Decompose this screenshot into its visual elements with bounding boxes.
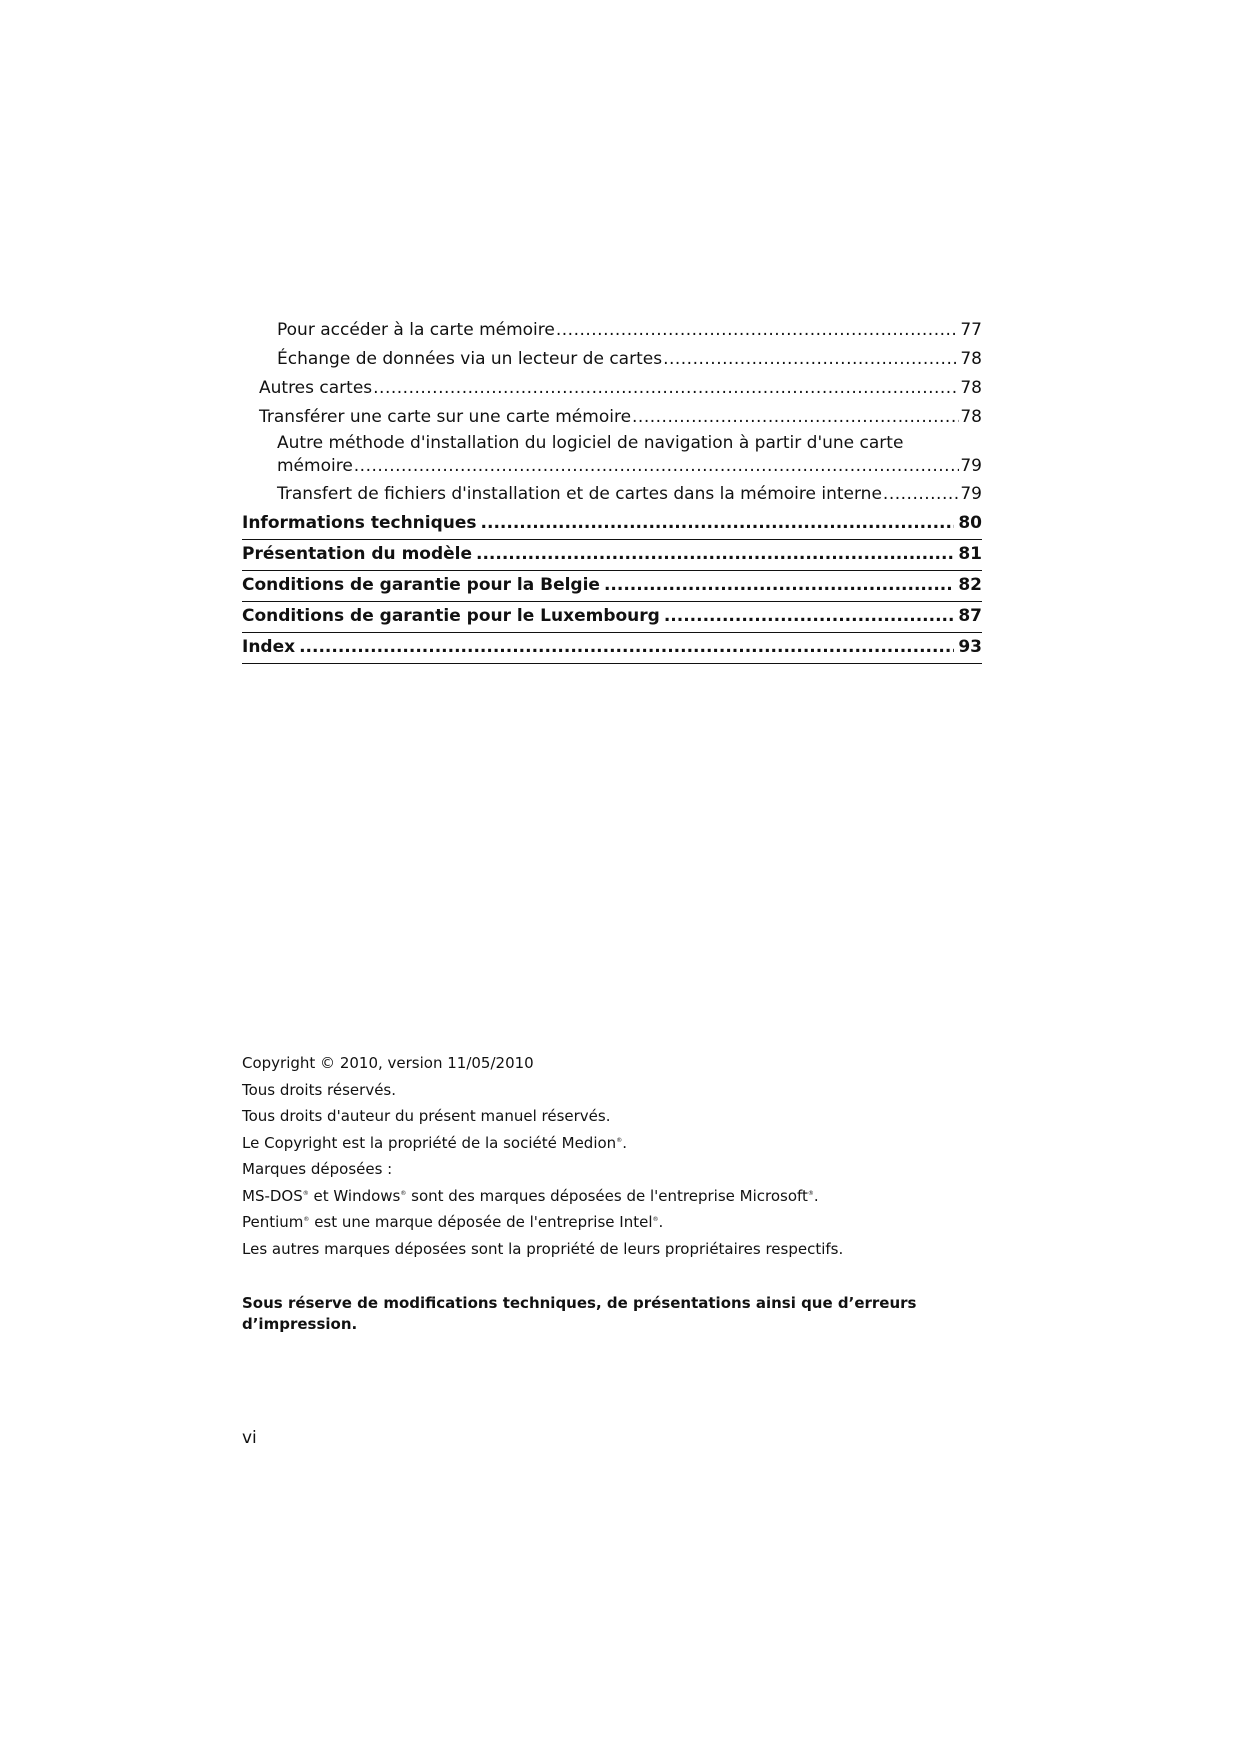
registered-mark: ®: [616, 1136, 623, 1144]
toc-leader-dots: [632, 403, 959, 432]
toc-entry-title: Transférer une carte sur une carte mémoire: [259, 407, 632, 427]
toc-chapter-page: 82: [958, 575, 982, 595]
toc-entry-autre-methode[interactable]: [242, 432, 982, 480]
toc-entry-title-line1: Autre méthode d'installation du logiciel de navigation à partir d'une carte: [277, 433, 904, 453]
toc-leader-dots: [664, 602, 955, 630]
toc-entry-page: 77: [960, 320, 982, 340]
period: .: [622, 1133, 627, 1152]
toc-chapter-title: Conditions de garantie pour le Luxembourg: [242, 606, 660, 626]
and-windows-text: et Windows: [308, 1186, 401, 1205]
toc-leader-dots: [354, 455, 960, 478]
author-rights-line: Tous droits d'auteur du présent manuel réservés.: [242, 1107, 611, 1125]
ms-trademark-text: sont des marques déposées de l'entreprise Microsoft: [406, 1186, 808, 1205]
intel-trademark-text: est une marque déposée de l'entreprise Intel: [309, 1213, 653, 1231]
other-trademarks-line: Les autres marques déposées sont la propriété de leurs propriétaires respectifs.: [242, 1239, 844, 1258]
toc-entry-title: Autres cartes: [259, 378, 373, 398]
rights-line: Tous droits réservés.: [242, 1080, 397, 1099]
toc-chapter-title: Informations techniques: [242, 513, 477, 533]
msdos-text: MS-DOS: [242, 1186, 303, 1205]
period: .: [658, 1213, 664, 1231]
toc-leader-dots: [481, 509, 955, 537]
page-number: vi: [242, 1428, 257, 1448]
toc-leader-dots: [476, 540, 954, 568]
toc-entry-title: Transfert de fichiers d'installation et de cartes dans la mémoire interne: [277, 484, 882, 504]
ownership-text: Le Copyright est la propriété de la société Medion: [242, 1133, 617, 1152]
toc-chapter-page: 87: [958, 606, 982, 626]
toc-chapter-title: Présentation du modèle: [242, 544, 473, 564]
toc-chapter-page: 80: [958, 513, 982, 533]
registered-mark: ®: [652, 1216, 659, 1223]
legal-notice: [242, 1050, 982, 1262]
toc-leader-dots: [883, 480, 959, 509]
toc-entry-second-line: [277, 455, 982, 480]
period: .: [813, 1186, 819, 1205]
toc-leader-dots: [663, 345, 959, 374]
toc-entry-autres-cartes[interactable]: [242, 374, 982, 403]
toc-leader-dots: [373, 374, 959, 403]
microsoft-trademarks-line: [242, 1183, 982, 1210]
toc-chapter-garantie-luxembourg[interactable]: [242, 602, 982, 633]
registered-mark: ®: [303, 1216, 310, 1223]
ownership-line: [242, 1130, 982, 1157]
toc-leader-dots: [556, 316, 960, 345]
copyright-line: Copyright © 2010, version 11/05/2010: [242, 1054, 534, 1072]
registered-mark: ®: [400, 1189, 407, 1197]
toc-entry-transfert-fichiers[interactable]: [242, 480, 982, 509]
toc-chapter-index[interactable]: [242, 633, 982, 664]
toc-entry-page: 78: [960, 407, 982, 427]
toc-chapter-page: 93: [958, 637, 982, 657]
toc-entry-pour-acceder[interactable]: [242, 316, 982, 345]
toc-entry-page: 78: [960, 349, 982, 369]
toc-chapter-page: 81: [958, 544, 982, 564]
trademarks-heading: Marques déposées :: [242, 1160, 393, 1178]
toc-entry-echange-donnees[interactable]: [242, 345, 982, 374]
toc-leader-dots: [299, 633, 954, 661]
toc-entry-title: Échange de données via un lecteur de cartes: [277, 349, 663, 369]
toc-chapter-garantie-belgie[interactable]: [242, 571, 982, 602]
toc-chapter-title: Index: [242, 637, 296, 657]
registered-mark: ®: [807, 1189, 814, 1197]
toc-entry-page: 79: [960, 484, 982, 504]
toc-entry-title-line2: mémoire: [277, 456, 353, 476]
table-of-contents: [242, 316, 982, 664]
pentium-text: Pentium: [242, 1213, 304, 1231]
toc-entry-page: 79: [960, 456, 982, 476]
modification-notice: Sous réserve de modifications techniques, de présentations ainsi que d’erreurs d’impression.: [242, 1294, 917, 1333]
toc-entry-page: 78: [960, 378, 982, 398]
toc-leader-dots: [604, 571, 954, 599]
registered-mark: ®: [302, 1189, 309, 1197]
toc-entry-transferer-carte[interactable]: [242, 403, 982, 432]
toc-chapter-informations-techniques[interactable]: [242, 509, 982, 540]
toc-chapter-presentation-modele[interactable]: [242, 540, 982, 571]
toc-chapter-title: Conditions de garantie pour la Belgie: [242, 575, 600, 595]
intel-trademark-line: [242, 1209, 982, 1236]
toc-entry-title: Pour accéder à la carte mémoire: [277, 320, 555, 340]
